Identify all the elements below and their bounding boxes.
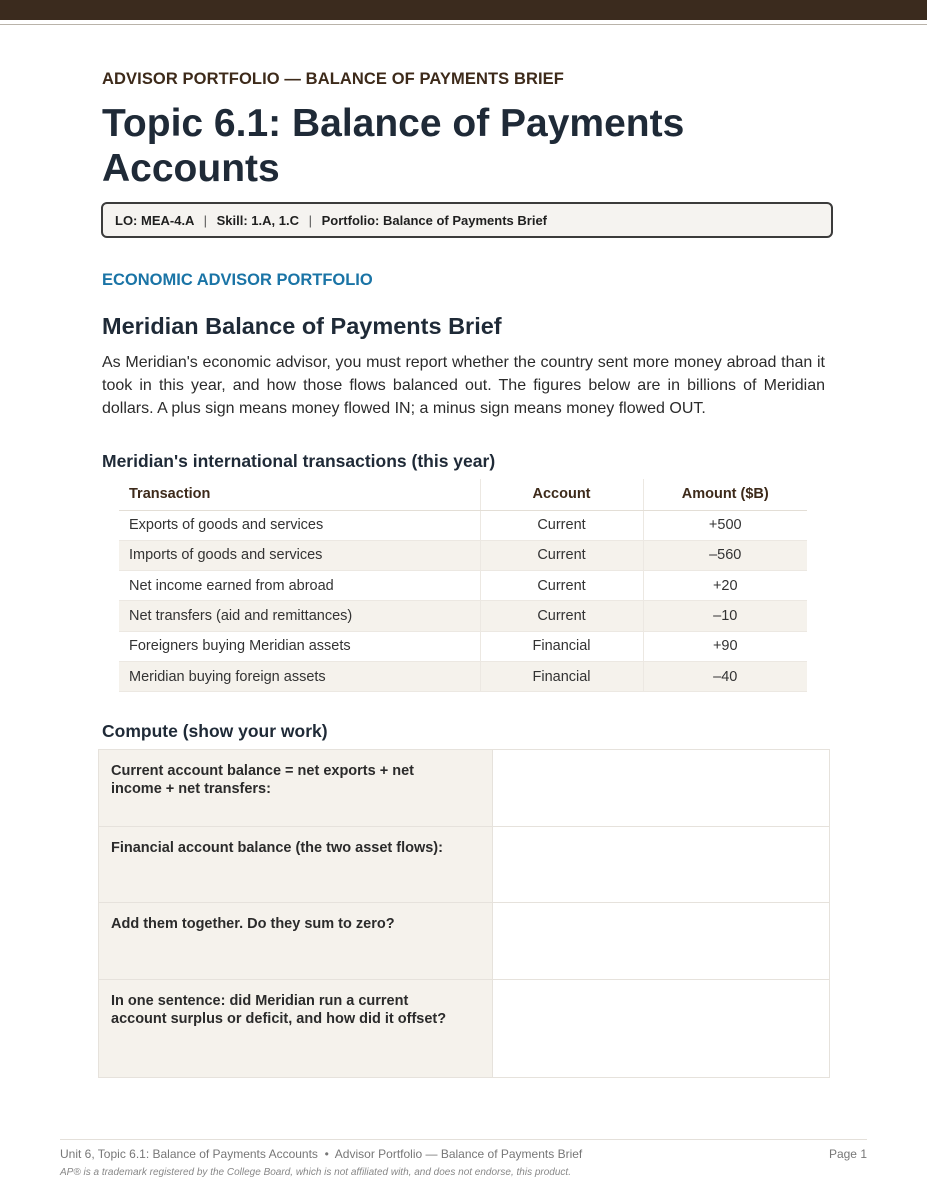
table-header-row bbox=[119, 479, 807, 510]
compute-prompt: Add them together. Do they sum to zero? bbox=[99, 903, 493, 980]
transaction-cell: Meridian buying foreign assets bbox=[119, 661, 480, 691]
column-header-amount: Amount ($B) bbox=[643, 479, 807, 510]
amount-cell: –560 bbox=[643, 540, 807, 570]
account-cell: Current bbox=[480, 510, 643, 540]
amount-cell: +20 bbox=[643, 571, 807, 601]
table-row bbox=[119, 540, 807, 570]
top-divider bbox=[0, 24, 927, 25]
transaction-cell: Foreigners buying Meridian assets bbox=[119, 631, 480, 661]
account-cell: Current bbox=[480, 540, 643, 570]
compute-row bbox=[99, 826, 830, 903]
answer-area[interactable] bbox=[492, 750, 829, 827]
answer-area[interactable] bbox=[492, 826, 829, 903]
top-brand-bar bbox=[0, 0, 927, 20]
portfolio-label: Portfolio: Balance of Payments Brief bbox=[321, 213, 548, 228]
amount-cell: –40 bbox=[643, 661, 807, 691]
answer-area[interactable] bbox=[492, 979, 829, 1077]
table-row bbox=[119, 601, 807, 631]
column-header-transaction: Transaction bbox=[119, 479, 480, 510]
lo-label: LO: MEA-4.A bbox=[115, 213, 194, 228]
page-title: Topic 6.1: Balance of Payments Accounts bbox=[102, 102, 685, 190]
compute-row bbox=[99, 903, 830, 980]
compute-row bbox=[99, 750, 830, 827]
answer-area[interactable] bbox=[492, 903, 829, 980]
footer-divider bbox=[60, 1139, 867, 1140]
section-heading: Meridian Balance of Payments Brief bbox=[102, 313, 502, 339]
intro-paragraph: As Meridian's economic advisor, you must report whether the country sent more money abroad than it took in this year, and how those flows balanced out. The figures below are in billions of Meridian dollars. A plus sign means money flowed IN; a minus sign means money flowed OUT. bbox=[102, 354, 825, 417]
page-number: Page 1 bbox=[828, 1147, 867, 1161]
table-row bbox=[119, 510, 807, 540]
compute-row bbox=[99, 979, 830, 1077]
compute-prompt: In one sentence: did Meridian run a current account surplus or deficit, and how did it offset? bbox=[99, 979, 493, 1077]
amount-cell: +500 bbox=[643, 510, 807, 540]
account-cell: Financial bbox=[480, 631, 643, 661]
table-row bbox=[119, 571, 807, 601]
account-cell: Financial bbox=[480, 661, 643, 691]
transaction-cell: Exports of goods and services bbox=[119, 510, 480, 540]
compute-prompt: Financial account balance (the two asset flows): bbox=[99, 826, 493, 903]
table-row bbox=[119, 661, 807, 691]
column-header-account: Account bbox=[480, 479, 643, 510]
trademark-note: AP® is a trademark registered by the College Board, which is not affiliated with, and does not endorse, this product. bbox=[60, 1167, 571, 1178]
transaction-cell: Imports of goods and services bbox=[119, 540, 480, 570]
amount-cell: –10 bbox=[643, 601, 807, 631]
amount-cell: +90 bbox=[643, 631, 807, 661]
learning-objective-box bbox=[101, 202, 833, 238]
account-cell: Current bbox=[480, 571, 643, 601]
meta-separator: | bbox=[203, 213, 207, 228]
document-eyebrow: ADVISOR PORTFOLIO — BALANCE OF PAYMENTS BRIEF bbox=[102, 70, 564, 88]
meta-separator: | bbox=[308, 213, 312, 228]
compute-prompt: Current account balance = net exports + net income + net transfers: bbox=[99, 750, 493, 827]
table-row bbox=[119, 631, 807, 661]
compute-heading: Compute (show your work) bbox=[102, 721, 328, 741]
skill-label: Skill: 1.A, 1.C bbox=[216, 213, 299, 228]
transactions-table bbox=[119, 479, 807, 692]
account-cell: Current bbox=[480, 601, 643, 631]
compute-worksheet bbox=[98, 749, 830, 1078]
transaction-cell: Net transfers (aid and remittances) bbox=[119, 601, 480, 631]
transactions-heading: Meridian's international transactions (this year) bbox=[102, 451, 496, 471]
section-eyebrow: ECONOMIC ADVISOR PORTFOLIO bbox=[102, 271, 373, 289]
footer-running-title: Unit 6, Topic 6.1: Balance of Payments Accounts • Advisor Portfolio — Balance of Payments Brief bbox=[60, 1147, 583, 1161]
transaction-cell: Net income earned from abroad bbox=[119, 571, 480, 601]
